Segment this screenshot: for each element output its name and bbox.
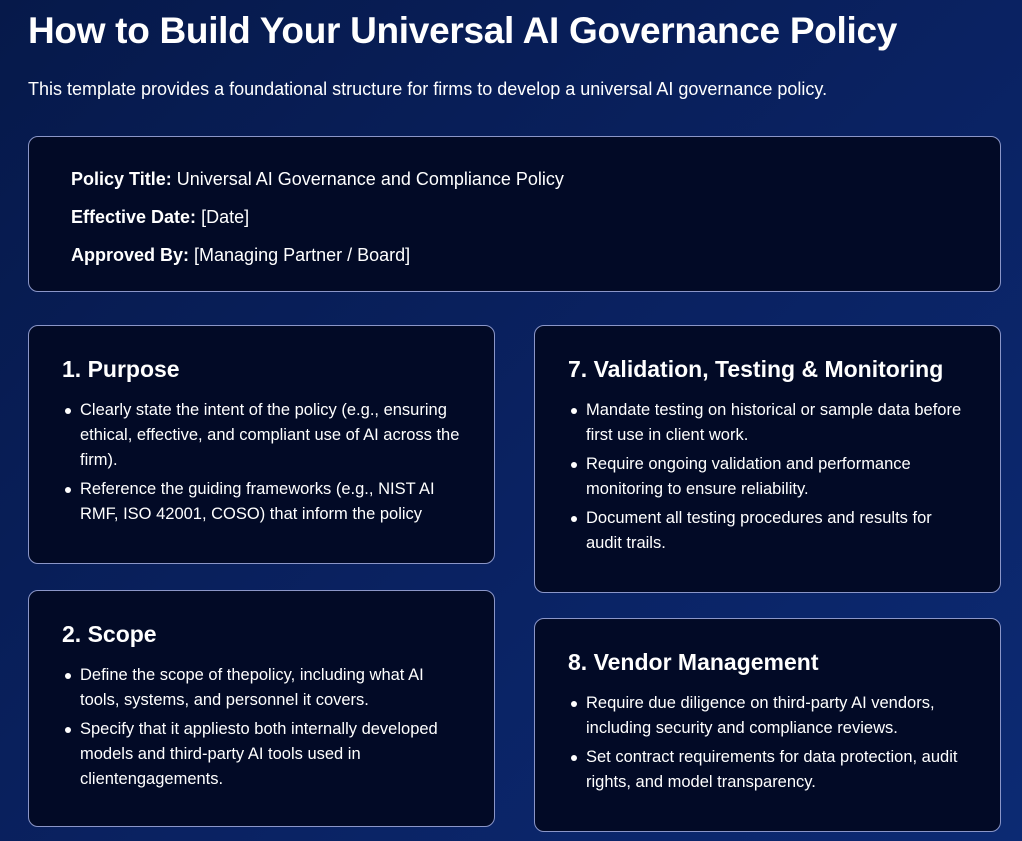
validation-list [568,398,970,556]
list-item: Specify that it appliesto both internally developed models and third-party AI tools used in clientengagements. [80,717,464,792]
policy-title-line [71,167,958,191]
list-item: Clearly state the intent of the policy (e.g., ensuring ethical, effective, and compliant use of AI across the firm). [80,398,464,473]
scope-card [28,590,495,827]
effective-date-value: [Date] [201,207,250,227]
approved-by-value: [Managing Partner / Board] [194,245,411,265]
validation-heading: 7. Validation, Testing & Monitoring [568,356,944,382]
validation-card [534,325,1001,593]
approved-by-line [71,243,958,267]
list-item: Mandate testing on historical or sample data before first use in client work. [586,398,970,448]
list-item: Require ongoing validation and performance monitoring to ensure reliability. [586,452,970,502]
policy-title-label: Policy Title: [71,169,172,189]
list-item: Define the scope of thepolicy, including what AI tools, systems, and personnel it covers. [80,663,464,713]
policy-info-card [28,136,1001,292]
vendor-card [534,618,1001,832]
policy-title-value: Universal AI Governance and Compliance Policy [176,169,564,189]
effective-date-label: Effective Date: [71,207,197,227]
effective-date-line [71,205,958,229]
scope-list [62,663,464,792]
approved-by-label: Approved By: [71,245,190,265]
list-item: Require due diligence on third-party AI vendors, including security and compliance reviews. [586,691,970,741]
purpose-card [28,325,495,564]
page-title: How to Build Your Universal AI Governance Policy [28,10,898,51]
intro-text: This template provides a foundational structure for firms to develop a universal AI governance policy. [28,79,828,99]
vendor-heading: 8. Vendor Management [568,649,819,675]
vendor-list [568,691,970,795]
scope-heading: 2. Scope [62,621,157,647]
list-item: Set contract requirements for data protection, audit rights, and model transparency. [586,745,970,795]
list-item: Document all testing procedures and results for audit trails. [586,506,970,556]
purpose-heading: 1. Purpose [62,356,180,382]
list-item: Reference the guiding frameworks (e.g., NIST AI RMF, ISO 42001, COSO) that inform the policy [80,477,464,527]
purpose-list [62,398,464,527]
